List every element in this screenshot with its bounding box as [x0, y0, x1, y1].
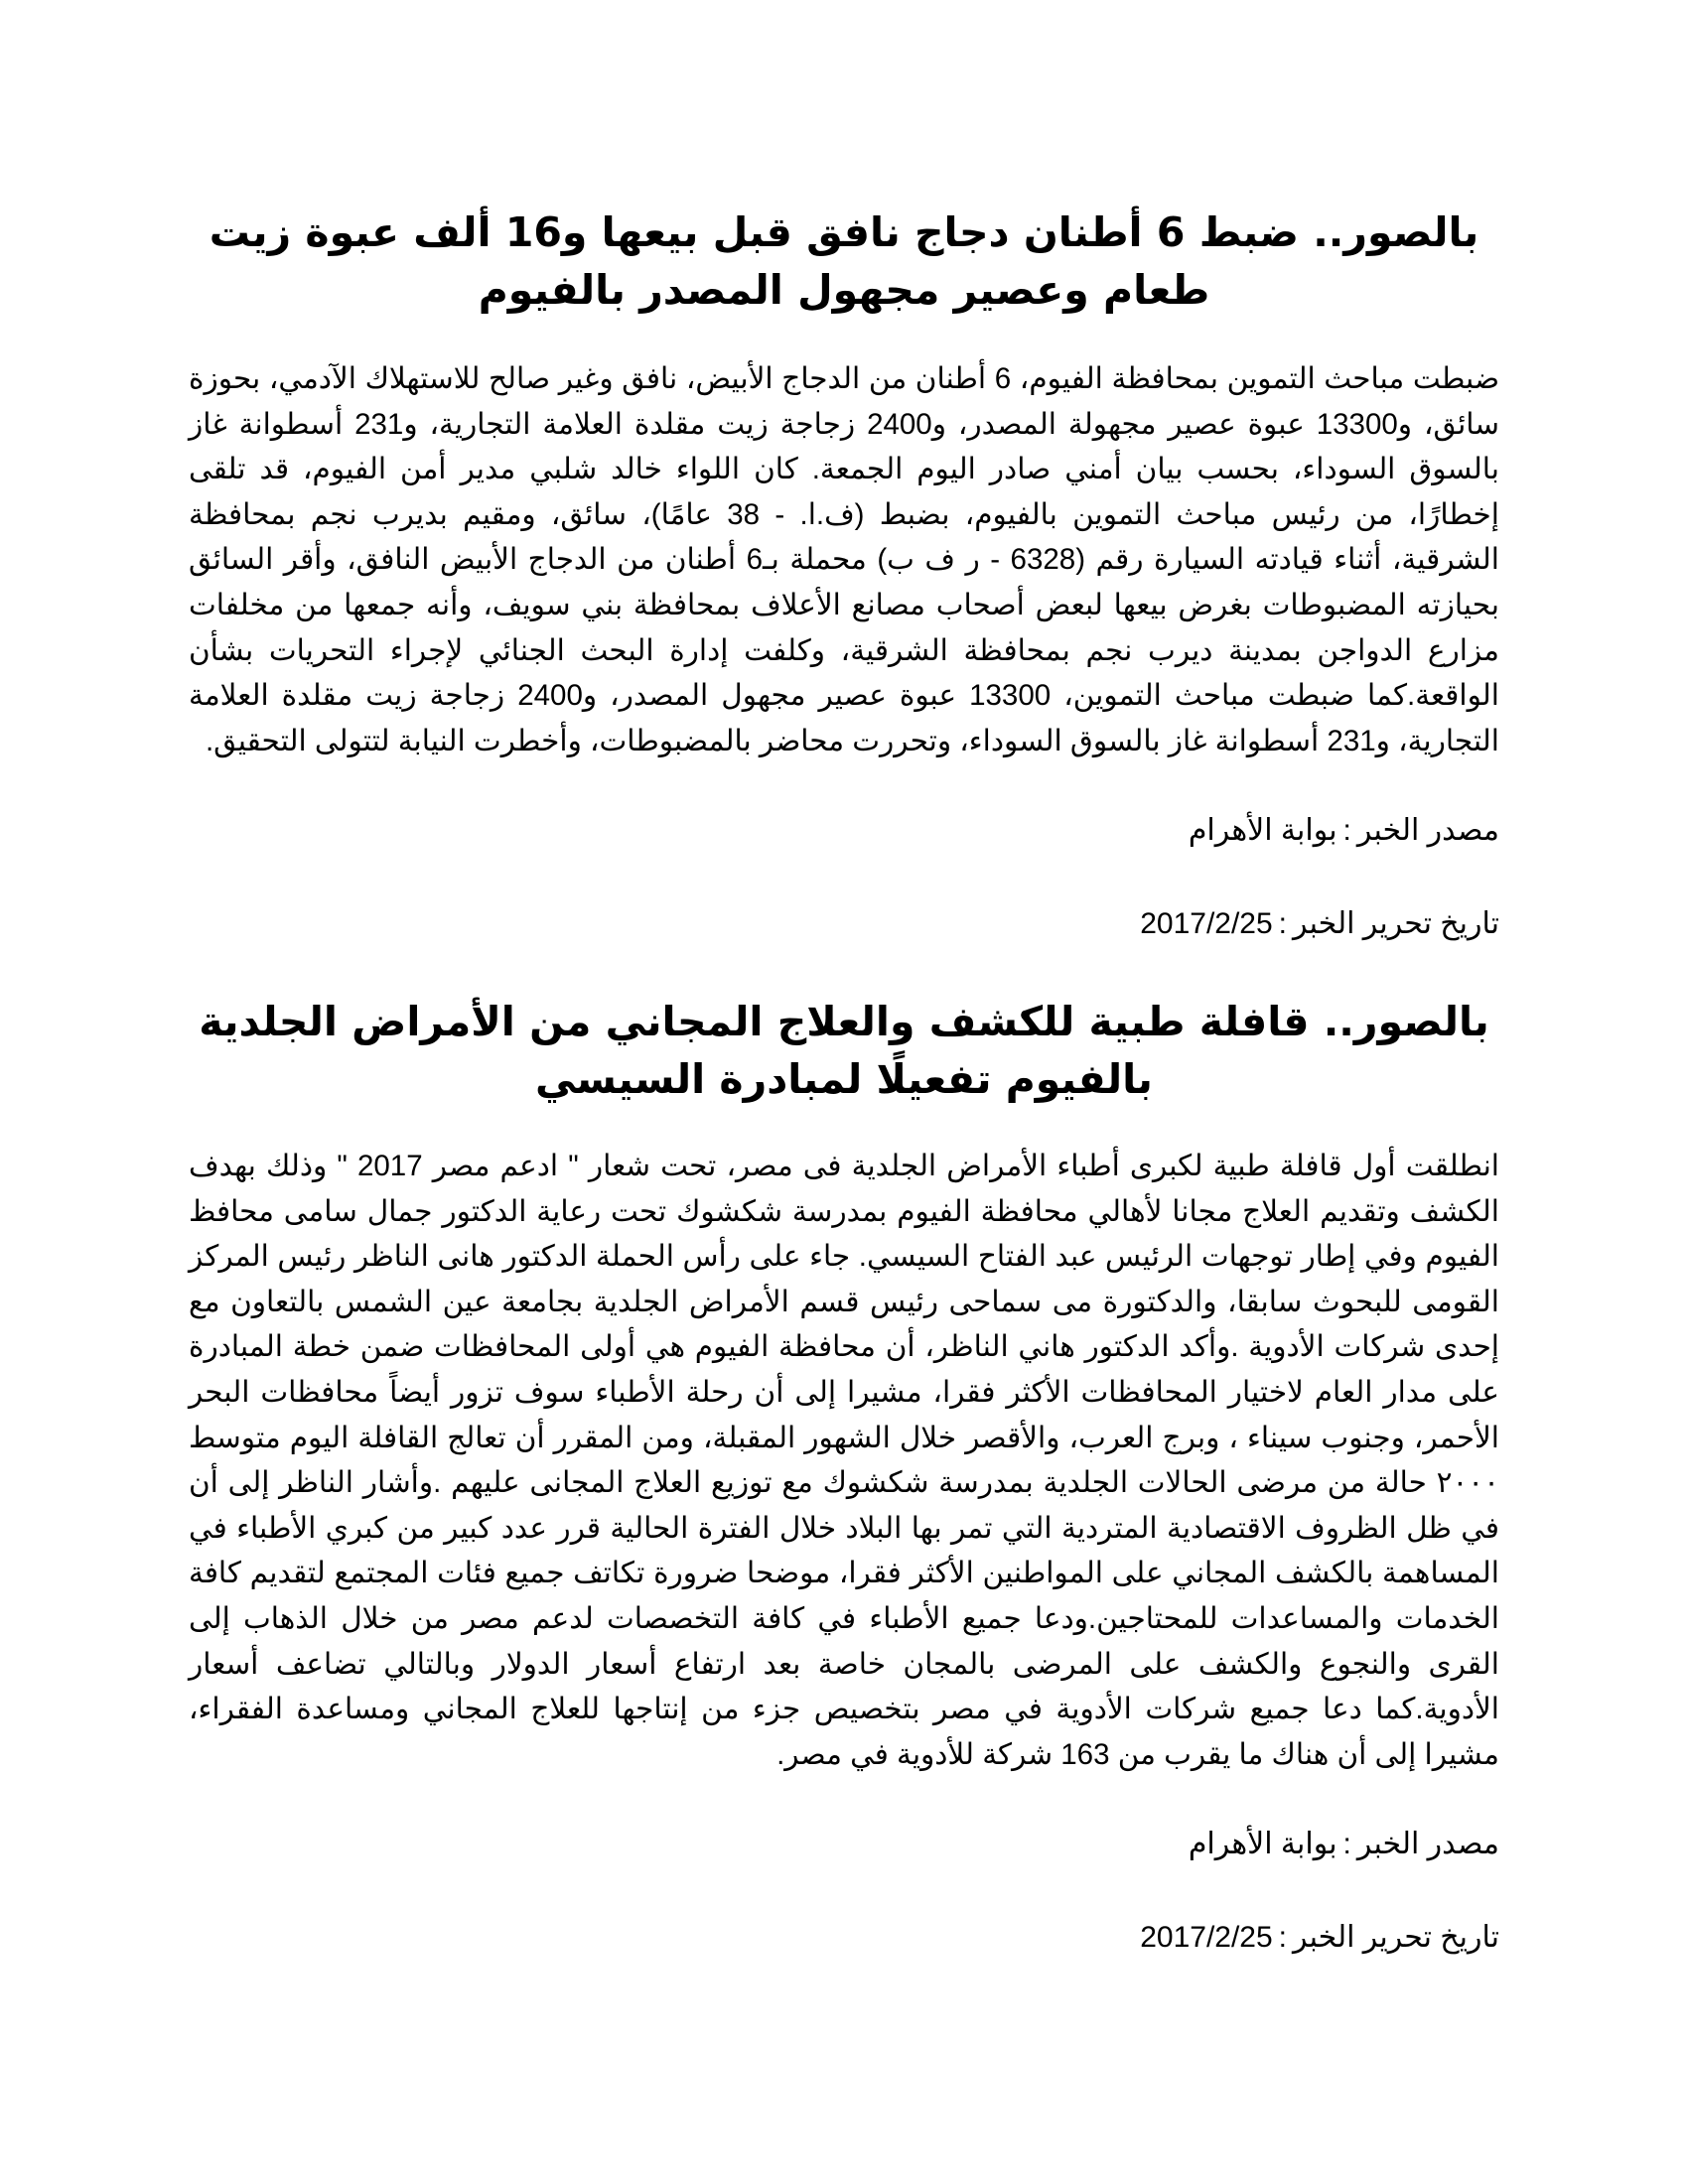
source-separator: : — [1342, 1828, 1351, 1861]
article-date-line — [189, 904, 1499, 944]
article-body: ضبطت مباحث التموين بمحافظة الفيوم، 6 أطنان من الدجاج الأبيض، نافق وغير صالح للاستهلاك الآدمي، بحوزة سائق، و13300 عبوة عصير مجهولة المصدر، و2400 زجاجة زيت مقلدة العلامة التجارية، و231 أسطوانة غاز بالسوق السوداء، بحسب بيان أمني صادر اليوم الجمعة. كان اللواء خالد شلبي مدير أمن الفيوم، قد تلقى إخطارًا، من رئيس مباحث التموين بالفيوم، بضبط (ف.ا. - 38 عامًا)، سائق، ومقيم بديرب نجم بمحافظة الشرقية، أثناء قيادته السيارة رقم (6328 - ر ف ب) محملة بـ6 أطنان من الدجاج الأبيض النافق، وأقر السائق بحيازته المضبوطات بغرض بيعها لبعض أصحاب مصانع الأعلاف بمحافظة بني سويف، وأنه جمعها من مخلفات مزارع الدواجن بمدينة ديرب نجم بمحافظة الشرقية، وكلفت إدارة البحث الجنائي لإجراء التحريات بشأن الواقعة.كما ضبطت مباحث التموين، 13300 عبوة عصير مجهول المصدر، و2400 زجاجة زيت مقلدة العلامة التجارية، و231 أسطوانة غاز بالسوق السوداء، وتحررت محاضر بالمضبوطات، وأخطرت النيابة لتتولى التحقيق. — [189, 362, 1499, 757]
date-value: 2017/2/25 — [1140, 907, 1273, 941]
article-headline: بالصور.. قافلة طبية للكشف والعلاج المجاني من الأمراض الجلدية بالفيوم تفعيلًا لمبادرة السيسي — [199, 998, 1489, 1103]
article-body: انطلقت أول قافلة طبية لكبرى أطباء الأمراض الجلدية فى مصر، تحت شعار " ادعم مصر 2017 " وذلك بهدف الكشف وتقديم العلاج مجانا لأهالي محافظة الفيوم بمدرسة شكشوك تحت رعاية الدكتور جمال سامى محافظ الفيوم وفي إطار توجهات الرئيس عبد الفتاح السيسي. جاء على رأس الحملة الدكتور هانى الناظر رئيس المركز القومى للبحوث سابقا، والدكتورة مى سماحى رئيس قسم الأمراض الجلدية بجامعة عين الشمس بالتعاون مع إحدى شركات الأدوية .وأكد الدكتور هاني الناظر، أن محافظة الفيوم هي أولى المحافظات ضمن خطة المبادرة على مدار العام لاختيار المحافظات الأكثر فقرا، مشيرا إلى أن رحلة الأطباء سوف تزور أيضاً محافظات البحر الأحمر، وجنوب سيناء ، وبرج العرب، والأقصر خلال الشهور المقبلة، ومن المقرر أن تعالج القافلة اليوم متوسط ٢٠٠٠ حالة من مرضى الحالات الجلدية بمدرسة شكشوك مع توزيع العلاج المجانى عليهم .وأشار الناظر إلى أن في ظل الظروف الاقتصادية المتردية التي تمر بها البلاد خلال الفترة الحالية قرر عدد كبير من كبري الأطباء في المساهمة بالكشف المجاني على المواطنين الأكثر فقرا، موضحا ضرورة تكاتف جميع فئات المجتمع لتقديم كافة الخدمات والمساعدات للمحتاجين.ودعا جميع الأطباء في كافة التخصصات لدعم مصر من خلال الذهاب إلى القرى والنجوع والكشف على المرضى بالمجان خاصة بعد ارتفاع أسعار الدولار وبالتالي تضاعف أسعار الأدوية.كما دعا جميع شركات الأدوية في مصر بتخصيص جزء من إنتاجها للعلاج المجاني ومساعدة الفقراء، مشيرا إلى أن هناك ما يقرب من 163 شركة للأدوية في مصر. — [189, 1150, 1500, 1771]
date-label: تاريخ تحرير الخبر — [1293, 907, 1499, 941]
article-date-line — [189, 1918, 1499, 1958]
source-value: بوابة الأهرام — [1188, 814, 1337, 848]
source-label: مصدر الخبر — [1356, 814, 1499, 848]
source-value: بوابة الأهرام — [1188, 1828, 1337, 1861]
date-separator: : — [1278, 1921, 1288, 1955]
article-source-line — [189, 1825, 1499, 1864]
source-separator: : — [1342, 814, 1351, 848]
news-article-medical-convoy — [189, 993, 1499, 1958]
date-separator: : — [1278, 907, 1288, 941]
article-headline: بالصور.. ضبط 6 أطنان دجاج نافق قبل بيعها و16 ألف عبوة زيت طعام وعصير مجهول المصدر بالفيوم — [209, 208, 1479, 314]
source-label: مصدر الخبر — [1356, 1828, 1499, 1861]
news-article-poultry-seizure — [189, 204, 1499, 944]
date-value: 2017/2/25 — [1140, 1921, 1273, 1955]
date-label: تاريخ تحرير الخبر — [1293, 1921, 1499, 1955]
article-source-line — [189, 811, 1499, 851]
